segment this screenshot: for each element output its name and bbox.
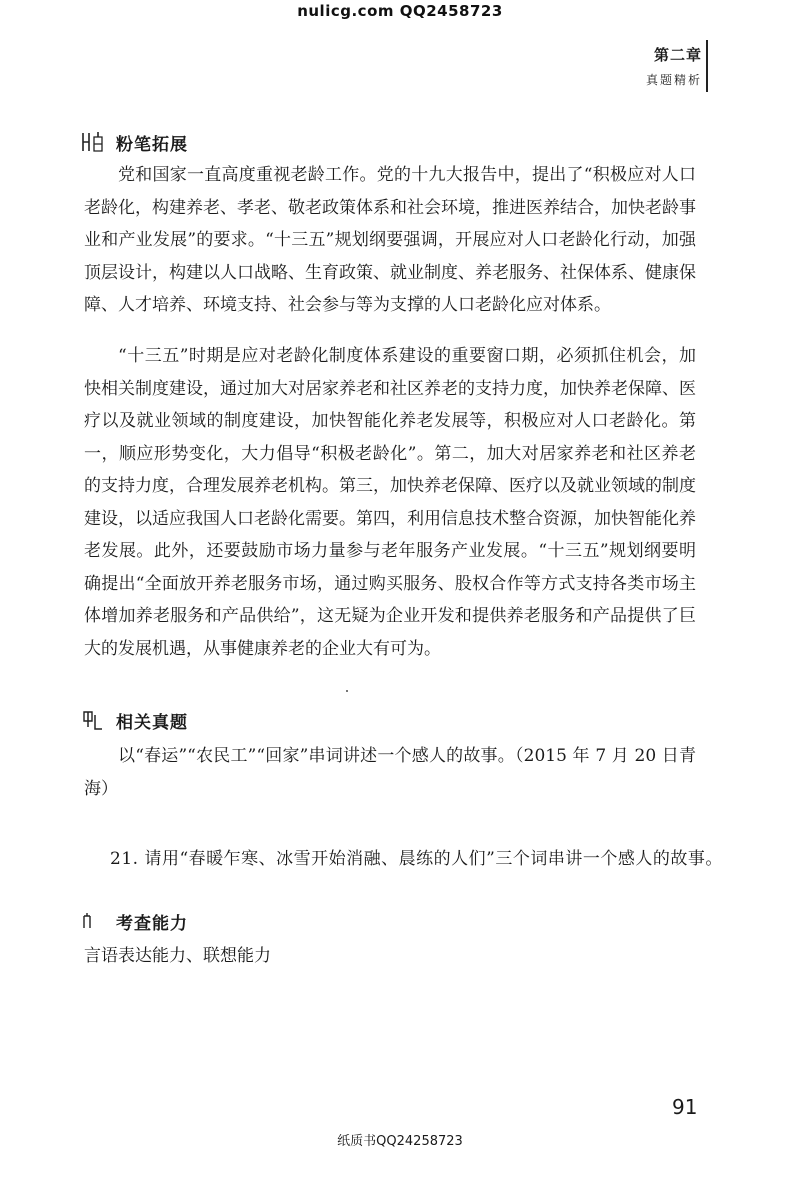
page-number: 91	[672, 1095, 698, 1119]
bottom-watermark: 纸质书QQ24258723	[337, 1134, 463, 1149]
question-21: 21. 请用“春暖乍寒、冰雪开始消融、晨练的人们”三个词串讲一个感人的故事。	[110, 849, 723, 869]
ability-icon	[80, 908, 106, 934]
related-section-header	[80, 705, 188, 735]
scan-speck	[346, 690, 348, 692]
expansion-section-title: 粉笔拓展	[116, 134, 188, 155]
related-questions-icon	[80, 707, 106, 733]
expansion-section-header	[80, 127, 188, 157]
ability-section-header	[80, 906, 188, 936]
ability-text: 言语表达能力、联想能力	[84, 946, 271, 966]
related-section-title: 相关真题	[116, 712, 188, 733]
running-header	[646, 44, 702, 88]
top-watermark: nulicg.com QQ2458723	[297, 2, 503, 20]
related-question-text: 以“春运”“农民工”“回家”串词讲述一个感人的故事。（2015 年 7 月 20 日青海）	[84, 746, 696, 799]
expansion-paragraph-2: “十三五”时期是应对老龄化制度体系建设的重要窗口期，必须抓住机会，加快相关制度建设，通过加大对居家养老和社区养老的支持力度，加快养老保障、医疗以及就业领域的制度建设，加快智能化养老发展等，积极应对人口老龄化。第一，顺应形势变化，大力倡导“积极老龄化”。第二，加大对居家养老和社区养老的支持力度，合理发展养老机构。第三，加快养老保障、医疗以及就业领域的制度建设，以适应我国人口老龄化需要。第四，利用信息技术整合资源，加快智能化养老发展。此外，还要鼓励市场力量参与老年服务产业发展。“十三五”规划纲要明确提出“全面放开养老服务市场，通过购买服务、股权合作等方式支持各类市场主体增加养老服务和产品供给”，这无疑为企业开发和提供养老服务和产品提供了巨大的发展机遇，从事健康养老的企业大有可为。	[84, 346, 696, 659]
expansion-paragraph-1: 党和国家一直高度重视老龄工作。党的十九大报告中，提出了“积极应对人口老龄化，构建养老、孝老、敬老政策体系和社会环境，推进医养结合，加快老龄事业和产业发展”的要求。“十三五”规划纲要强调，开展应对人口老龄化行动，加强顶层设计，构建以人口战略、生育政策、就业制度、养老服务、社保体系、健康保障、人才培养、环境支持、社会参与等为支撑的人口老龄化应对体系。	[84, 165, 696, 315]
chapter-subtitle: 真题精析	[645, 73, 702, 87]
chalk-expansion-icon	[80, 129, 106, 155]
chapter-label: 第二章	[653, 46, 702, 64]
ability-section-title: 考查能力	[116, 913, 188, 934]
header-divider	[706, 40, 708, 92]
